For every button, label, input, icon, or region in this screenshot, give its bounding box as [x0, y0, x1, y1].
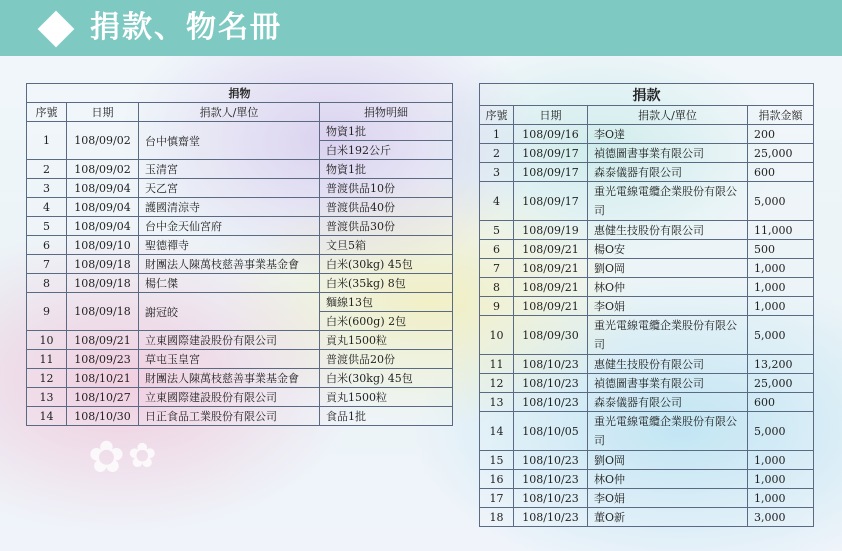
row-date: 108/09/21: [514, 278, 588, 297]
row-date: 108/09/21: [514, 259, 588, 278]
table-row: [27, 160, 453, 179]
row-amount: 1,000: [748, 451, 814, 470]
row-donor: 台中金天仙宮府: [139, 217, 320, 236]
row-date: 108/09/19: [514, 221, 588, 240]
row-donor: 李O娟: [588, 297, 748, 316]
row-number: 16: [480, 470, 514, 489]
row-amount: 600: [748, 393, 814, 412]
table-row: [480, 393, 814, 412]
row-date: 108/10/05: [514, 412, 588, 451]
table-row: [480, 451, 814, 470]
page-header: [0, 0, 842, 56]
table-row: [480, 278, 814, 297]
row-number: 6: [480, 240, 514, 259]
row-number: 4: [27, 198, 67, 217]
row-donor: 董O新: [588, 508, 748, 527]
row-date: 108/10/30: [67, 407, 139, 426]
table-row: [480, 163, 814, 182]
row-date: 108/10/23: [514, 355, 588, 374]
column-header: 捐款人/單位: [588, 106, 748, 125]
row-donor: 重光電線電纜企業股份有限公司: [588, 182, 748, 221]
row-donor: 楊O安: [588, 240, 748, 259]
row-date: 108/10/27: [67, 388, 139, 407]
column-header: 日期: [514, 106, 588, 125]
row-number: 12: [480, 374, 514, 393]
table-row: [27, 369, 453, 388]
row-item: 普渡供品30份: [320, 217, 453, 236]
row-date: 108/09/02: [67, 160, 139, 179]
table-row: [480, 182, 814, 221]
row-donor: 劉O岡: [588, 451, 748, 470]
row-donor: 台中慎齋堂: [139, 122, 320, 160]
column-header: 捐物明細: [320, 103, 453, 122]
row-item: 白米(30kg) 45包: [320, 369, 453, 388]
table-row: [480, 355, 814, 374]
row-amount: 1,000: [748, 259, 814, 278]
row-donor: 財團法人陳萬枝慈善事業基金會: [139, 369, 320, 388]
row-date: 108/09/17: [514, 163, 588, 182]
table-row: [480, 221, 814, 240]
column-header: 序號: [480, 106, 514, 125]
table-row: [27, 407, 453, 426]
table-row: [480, 144, 814, 163]
row-number: 2: [27, 160, 67, 179]
row-item: 白米(600g) 2包: [320, 312, 453, 331]
row-amount: 5,000: [748, 182, 814, 221]
row-item: 食品1批: [320, 407, 453, 426]
table-caption: 捐款: [480, 84, 814, 106]
row-number: 8: [480, 278, 514, 297]
row-donor: 禎德圖書事業有限公司: [588, 374, 748, 393]
row-amount: 1,000: [748, 297, 814, 316]
row-date: 108/09/18: [67, 255, 139, 274]
row-donor: 惠健生技股份有限公司: [588, 355, 748, 374]
row-amount: 500: [748, 240, 814, 259]
row-number: 10: [27, 331, 67, 350]
table-row: [480, 508, 814, 527]
flower-decoration-icon: ✿: [88, 432, 125, 483]
row-number: 14: [27, 407, 67, 426]
row-amount: 13,200: [748, 355, 814, 374]
row-item: 文旦5箱: [320, 236, 453, 255]
row-donor: 重光電線電纜企業股份有限公司: [588, 412, 748, 451]
row-date: 108/10/23: [514, 508, 588, 527]
row-number: 6: [27, 236, 67, 255]
row-number: 15: [480, 451, 514, 470]
row-item: 貢丸1500粒: [320, 388, 453, 407]
row-date: 108/09/17: [514, 182, 588, 221]
row-amount: 1,000: [748, 278, 814, 297]
row-donor: 立東國際建設股份有限公司: [139, 331, 320, 350]
row-number: 11: [27, 350, 67, 369]
row-number: 9: [27, 293, 67, 331]
row-date: 108/10/21: [67, 369, 139, 388]
row-date: 108/09/04: [67, 179, 139, 198]
row-number: 17: [480, 489, 514, 508]
column-header: 捐款金額: [748, 106, 814, 125]
row-number: 2: [480, 144, 514, 163]
row-number: 7: [27, 255, 67, 274]
row-date: 108/09/02: [67, 122, 139, 160]
row-amount: 600: [748, 163, 814, 182]
table-row: [27, 350, 453, 369]
row-number: 1: [27, 122, 67, 160]
row-donor: 立東國際建設股份有限公司: [139, 388, 320, 407]
row-item: 普渡供品20份: [320, 350, 453, 369]
row-donor: 李O娟: [588, 489, 748, 508]
row-item: 普渡供品10份: [320, 179, 453, 198]
table-caption-row: [27, 84, 453, 103]
row-donor: 草屯玉皇宮: [139, 350, 320, 369]
row-date: 108/09/23: [67, 350, 139, 369]
row-item: 麵線13包: [320, 293, 453, 312]
table-header-row: [480, 106, 814, 125]
row-donor: 李O達: [588, 125, 748, 144]
goods-donation-table: [26, 83, 453, 426]
table-row: [27, 255, 453, 274]
row-date: 108/09/10: [67, 236, 139, 255]
row-date: 108/09/21: [67, 331, 139, 350]
row-number: 1: [480, 125, 514, 144]
row-number: 5: [480, 221, 514, 240]
row-donor: 玉清宮: [139, 160, 320, 179]
row-donor: 日正食品工業股份有限公司: [139, 407, 320, 426]
row-item: 物資1批: [320, 160, 453, 179]
table-row: [480, 297, 814, 316]
table-row: [27, 236, 453, 255]
row-number: 5: [27, 217, 67, 236]
table-row: [480, 125, 814, 144]
row-number: 3: [27, 179, 67, 198]
row-donor: 禎德圖書事業有限公司: [588, 144, 748, 163]
table-row: [480, 316, 814, 355]
row-item: 白米(30kg) 45包: [320, 255, 453, 274]
row-donor: 劉O岡: [588, 259, 748, 278]
row-item: 普渡供品40份: [320, 198, 453, 217]
table-row: [27, 331, 453, 350]
row-donor: 財團法人陳萬枝慈善事業基金會: [139, 255, 320, 274]
table-row: [27, 293, 453, 312]
row-amount: 1,000: [748, 489, 814, 508]
row-number: 13: [480, 393, 514, 412]
row-date: 108/09/17: [514, 144, 588, 163]
row-amount: 200: [748, 125, 814, 144]
row-date: 108/10/23: [514, 451, 588, 470]
table-row: [27, 122, 453, 141]
table-row: [27, 217, 453, 236]
row-item: 物資1批: [320, 122, 453, 141]
row-number: 9: [480, 297, 514, 316]
row-amount: 25,000: [748, 374, 814, 393]
table-row: [27, 274, 453, 293]
row-date: 108/10/23: [514, 393, 588, 412]
row-donor: 護國清涼寺: [139, 198, 320, 217]
row-number: 8: [27, 274, 67, 293]
row-donor: 楊仁傑: [139, 274, 320, 293]
row-amount: 3,000: [748, 508, 814, 527]
row-date: 108/09/30: [514, 316, 588, 355]
row-date: 108/09/21: [514, 240, 588, 259]
row-donor: 天乙宮: [139, 179, 320, 198]
row-amount: 5,000: [748, 412, 814, 451]
table-header-row: [27, 103, 453, 122]
table-row: [480, 489, 814, 508]
row-donor: 謝冠皎: [139, 293, 320, 331]
row-donor: 森泰儀器有限公司: [588, 393, 748, 412]
row-number: 18: [480, 508, 514, 527]
page-title: 捐款、物名冊: [90, 10, 282, 45]
row-number: 11: [480, 355, 514, 374]
table-row: [27, 198, 453, 217]
row-date: 108/09/18: [67, 274, 139, 293]
row-donor: 重光電線電纜企業股份有限公司: [588, 316, 748, 355]
row-number: 10: [480, 316, 514, 355]
row-donor: 林O仲: [588, 278, 748, 297]
row-item: 貢丸1500粒: [320, 331, 453, 350]
row-date: 108/09/18: [67, 293, 139, 331]
table-row: [27, 179, 453, 198]
row-date: 108/09/04: [67, 198, 139, 217]
row-amount: 25,000: [748, 144, 814, 163]
row-date: 108/09/21: [514, 297, 588, 316]
row-amount: 11,000: [748, 221, 814, 240]
row-item: 白米(35kg) 8包: [320, 274, 453, 293]
row-item: 白米192公斤: [320, 141, 453, 160]
row-date: 108/10/23: [514, 470, 588, 489]
table-row: [480, 240, 814, 259]
row-number: 13: [27, 388, 67, 407]
row-donor: 林O仲: [588, 470, 748, 489]
table-caption: 捐物: [27, 84, 453, 103]
row-amount: 1,000: [748, 470, 814, 489]
row-date: 108/10/23: [514, 374, 588, 393]
table-row: [480, 374, 814, 393]
table-caption-row: [480, 84, 814, 106]
row-number: 14: [480, 412, 514, 451]
diamond-icon: [38, 11, 75, 48]
row-amount: 5,000: [748, 316, 814, 355]
money-donation-table: [479, 83, 814, 527]
table-row: [480, 470, 814, 489]
row-number: 12: [27, 369, 67, 388]
row-donor: 惠健生技股份有限公司: [588, 221, 748, 240]
row-date: 108/09/16: [514, 125, 588, 144]
column-header: 日期: [67, 103, 139, 122]
row-date: 108/10/23: [514, 489, 588, 508]
row-number: 3: [480, 163, 514, 182]
row-donor: 森泰儀器有限公司: [588, 163, 748, 182]
row-number: 7: [480, 259, 514, 278]
row-date: 108/09/04: [67, 217, 139, 236]
row-number: 4: [480, 182, 514, 221]
flower-decoration-icon: ✿: [128, 436, 157, 476]
table-row: [480, 412, 814, 451]
column-header: 捐款人/單位: [139, 103, 320, 122]
row-donor: 聖德禪寺: [139, 236, 320, 255]
table-row: [27, 388, 453, 407]
column-header: 序號: [27, 103, 67, 122]
table-row: [480, 259, 814, 278]
